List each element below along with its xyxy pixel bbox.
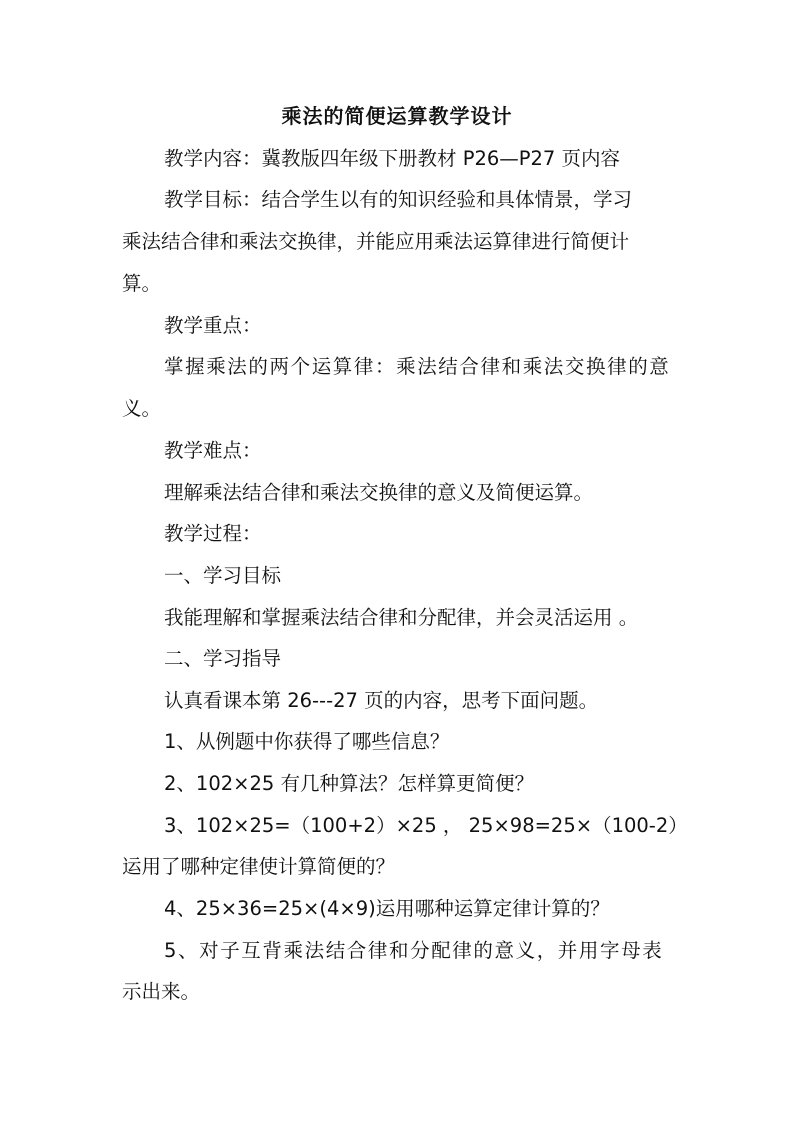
process-label: 教学过程： — [164, 522, 262, 545]
question-4: 4、25×36=25×(4×9)运用哪种运算定律计算的？ — [164, 897, 610, 920]
question-2: 2、102×25 有几种算法？怎样算更简便？ — [164, 772, 534, 795]
teaching-goal-line-2: 乘法结合律和乘法交换律，并能应用乘法运算律进行简便计 — [122, 230, 630, 253]
teaching-goal-line-3: 算。 — [122, 272, 162, 295]
question-5-line-2: 示出来。 — [122, 980, 201, 1003]
question-1: 1、从例题中你获得了哪些信息？ — [164, 730, 450, 753]
question-3-line-1: 3、102×25=（100+2）×25 ， 25×98=25×（100-2） — [164, 814, 688, 837]
teaching-content: 教学内容：冀教版四年级下册教材 P26—P27 页内容 — [164, 147, 621, 170]
difficulty-label: 教学难点： — [164, 439, 262, 462]
section-1-text: 我能理解和掌握乘法结合律和分配律，并会灵活运用 。 — [164, 606, 639, 629]
teaching-goal-line-1: 教学目标：结合学生以有的知识经验和具体情景，学习 — [164, 188, 633, 211]
question-3-line-2: 运用了哪种定律使计算简便的？ — [122, 855, 396, 878]
question-5-line-1: 5、对子互背乘法结合律和分配律的意义，并用字母表 — [164, 939, 664, 962]
section-1-heading: 一、学习目标 — [164, 564, 282, 587]
key-points-label: 教学重点： — [164, 314, 262, 337]
key-points-line-2: 义。 — [122, 397, 162, 420]
section-2-heading: 二、学习指导 — [164, 647, 282, 670]
page-title: 乘法的简便运算教学设计 — [281, 104, 513, 128]
difficulty-text: 理解乘法结合律和乘法交换律的意义及简便运算。 — [164, 481, 594, 504]
section-2-text: 认真看课本第 26---27 页的内容，思考下面问题。 — [164, 689, 599, 712]
key-points-line-1: 掌握乘法的两个运算律：乘法结合律和乘法交换律的意 — [164, 355, 671, 378]
